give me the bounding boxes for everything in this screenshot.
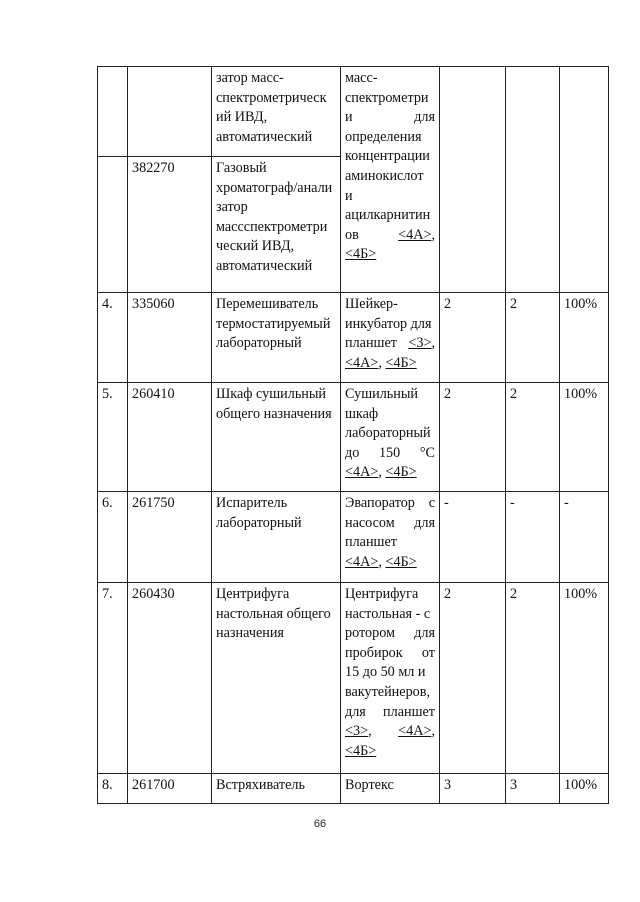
- quantity-cell: -: [506, 492, 560, 583]
- desc-word: для: [414, 514, 435, 531]
- desc-word: с: [428, 495, 435, 511]
- name-line: лабораторный: [216, 514, 302, 531]
- desc-word: планшет: [345, 335, 397, 352]
- name-cell: [212, 67, 341, 157]
- desc-word: ротором: [345, 625, 396, 642]
- quantity-cell: 2: [506, 383, 560, 492]
- desc-line: спектрометри: [345, 89, 429, 106]
- desc-line: <4Б>: [345, 246, 377, 263]
- row-number-cell: 5.: [98, 383, 128, 492]
- desc-line: инкубатор для: [345, 315, 432, 332]
- quantity-cell: 3: [506, 774, 560, 804]
- quantity-cell: -: [440, 492, 506, 583]
- description-cell: [341, 293, 440, 383]
- equipment-table: [97, 66, 609, 804]
- name-line: Перемешиватель: [216, 296, 319, 312]
- name-line: Встряхиватель: [216, 777, 305, 793]
- desc-line: [345, 722, 435, 742]
- table-row: [98, 67, 609, 157]
- desc-line: [345, 444, 435, 464]
- table-row: [98, 383, 609, 492]
- desc-line: [345, 703, 435, 723]
- desc-line: [345, 494, 435, 514]
- description-cell: [341, 383, 440, 492]
- desc-line: лабораторный: [345, 425, 431, 442]
- name-line: массспектрометри: [216, 218, 328, 235]
- code-cell: 260430: [128, 583, 212, 774]
- quantity-cell: 2: [440, 383, 506, 492]
- name-cell: [212, 774, 341, 804]
- desc-ref: <3>,: [345, 723, 372, 740]
- desc-word: пробирок: [345, 644, 403, 661]
- desc-line: <4Б>: [345, 742, 377, 759]
- name-line: Испаритель: [216, 495, 288, 511]
- desc-line: [345, 644, 435, 664]
- quantity-cell: 2: [440, 583, 506, 774]
- quantity-cell: [506, 67, 560, 293]
- name-line: затор масс-: [216, 70, 284, 86]
- desc-word: от: [421, 644, 435, 661]
- percent-cell: 100%: [560, 583, 609, 774]
- row-number-cell: 4.: [98, 293, 128, 383]
- description-cell: [341, 774, 440, 804]
- quantity-cell: 2: [440, 293, 506, 383]
- row-number-cell: [98, 67, 128, 157]
- name-cell: [212, 492, 341, 583]
- desc-word: для: [414, 109, 435, 126]
- quantity-cell: 2: [506, 583, 560, 774]
- name-line: хроматограф/анали: [216, 179, 333, 196]
- name-line: автоматический: [216, 257, 313, 274]
- desc-word: насосом: [345, 514, 395, 531]
- name-line: ий ИВД,: [216, 109, 268, 126]
- desc-ref: <4А>,: [398, 723, 435, 740]
- quantity-cell: 2: [506, 293, 560, 383]
- name-line: Шкаф сушильный: [216, 386, 327, 402]
- name-cell: [212, 293, 341, 383]
- desc-word: °С: [419, 444, 435, 461]
- name-line: лабораторный: [216, 335, 302, 352]
- description-cell: [341, 583, 440, 774]
- row-number-cell: 6.: [98, 492, 128, 583]
- name-cell: [212, 383, 341, 492]
- desc-line: шкаф: [345, 405, 379, 422]
- desc-word: планшет: [383, 703, 435, 720]
- desc-word: ов: [345, 226, 359, 243]
- percent-cell: 100%: [560, 293, 609, 383]
- desc-line: планшет: [345, 534, 397, 551]
- desc-line: и: [345, 187, 353, 204]
- page-number: 66: [313, 818, 327, 830]
- code-cell: 261750: [128, 492, 212, 583]
- name-line: затор: [216, 199, 248, 216]
- name-line: Центрифуга: [216, 586, 290, 602]
- quantity-cell: [440, 67, 506, 293]
- desc-word: и: [345, 109, 353, 126]
- desc-line: 15 до 50 мл и: [345, 664, 426, 681]
- desc-line: Центрифуга: [345, 586, 419, 602]
- desc-line: определения: [345, 128, 422, 145]
- desc-line: <4А>, <4Б>: [345, 464, 417, 481]
- quantity-cell: 3: [440, 774, 506, 804]
- desc-ref: <3>,: [408, 335, 435, 352]
- code-cell: 335060: [128, 293, 212, 383]
- desc-line: настольная - с: [345, 605, 431, 622]
- name-cell: [212, 157, 341, 293]
- name-line: Газовый: [216, 160, 267, 176]
- name-cell: [212, 583, 341, 774]
- desc-line: [345, 226, 435, 246]
- desc-line: масс-: [345, 70, 378, 86]
- row-number-cell: 8.: [98, 774, 128, 804]
- code-cell: [128, 67, 212, 157]
- table-row: [98, 583, 609, 774]
- desc-line: [345, 514, 435, 534]
- percent-cell: 100%: [560, 383, 609, 492]
- table-row: [98, 492, 609, 583]
- percent-cell: 100%: [560, 774, 609, 804]
- desc-line: аминокислот: [345, 167, 424, 184]
- desc-word: Эвапоратор: [345, 495, 415, 511]
- desc-word: для: [414, 625, 435, 642]
- desc-line: Шейкер-: [345, 296, 398, 312]
- desc-word: для: [345, 703, 366, 720]
- table-row: [98, 774, 609, 804]
- code-cell: 260410: [128, 383, 212, 492]
- row-number-cell: 7.: [98, 583, 128, 774]
- name-line: спектрометрическ: [216, 89, 327, 106]
- desc-line: <4А>, <4Б>: [345, 354, 417, 371]
- desc-line: [345, 108, 435, 128]
- desc-line: Сушильный: [345, 386, 418, 402]
- code-cell: 261700: [128, 774, 212, 804]
- percent-cell: -: [560, 492, 609, 583]
- desc-line: концентрации: [345, 148, 430, 165]
- description-cell: [341, 67, 440, 293]
- code-cell: 382270: [128, 157, 212, 293]
- name-line: ческий ИВД,: [216, 238, 295, 255]
- percent-cell: [560, 67, 609, 293]
- desc-ref: <4А>,: [398, 226, 435, 243]
- row-number-cell: [98, 157, 128, 293]
- desc-line: Вортекс: [345, 777, 394, 793]
- name-line: назначения: [216, 625, 284, 642]
- desc-line: [345, 334, 435, 354]
- desc-line: вакутейнеров,: [345, 683, 431, 700]
- desc-line: <4А>, <4Б>: [345, 553, 417, 570]
- desc-line: [345, 624, 435, 644]
- name-line: термостатируемый: [216, 315, 331, 332]
- name-line: общего назначения: [216, 405, 332, 422]
- name-line: автоматический: [216, 128, 313, 145]
- name-line: настольная общего: [216, 605, 331, 622]
- desc-word: до: [345, 444, 360, 461]
- desc-line: ацилкарнитин: [345, 207, 431, 224]
- desc-word: 150: [378, 444, 401, 461]
- table-row: [98, 293, 609, 383]
- description-cell: [341, 492, 440, 583]
